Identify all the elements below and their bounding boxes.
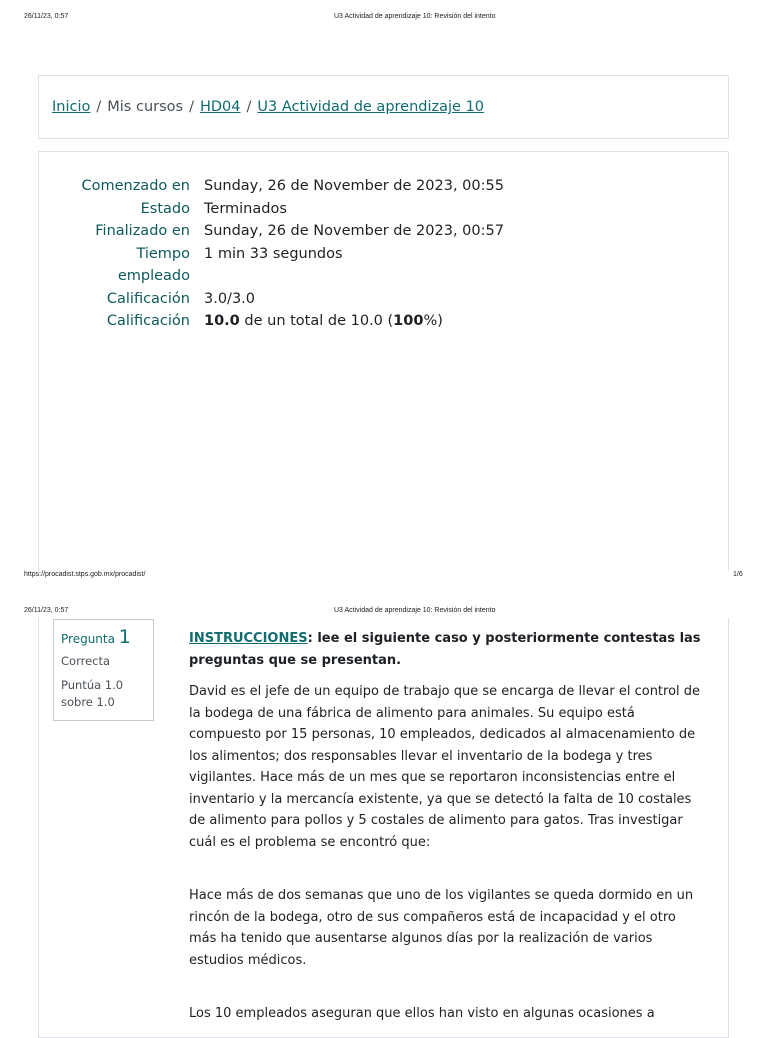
instructions-text: : lee el siguiente caso y posteriormente contestas las preguntas que se presentan.: [189, 631, 701, 668]
case-paragraph-1: David es el jefe de un equipo de trabajo que se encarga de llevar el control de la bodega de una fábrica de alimento para animales. Su equipo está compuesto por 15 personas, 10 empleados, dedicados al almacenamiento de los alimentos; dos responsables llevar el inventario de la bodega y tres vigilantes. Hace más de un mes que se reportaron inconsistencias entre el inventario y la mercancía existente, ya que se detectó la falta de 10 costales de alimento para pollos y 5 costales de alimento para gatos. Tras investigar cuál es el problema se encontró que:: [189, 684, 701, 850]
summary-row-time: [60, 243, 504, 288]
question-text: [189, 628, 701, 1035]
print-page-number: 1/6: [733, 571, 743, 578]
time-value: 1 min 33 segundos: [204, 245, 343, 262]
time-label: Tiempo empleado: [117, 245, 190, 284]
question-info: [53, 619, 154, 721]
question-number: [61, 626, 146, 648]
grade-value: [204, 310, 504, 333]
summary-row-state: [60, 198, 504, 221]
breadcrumb-courses: Mis cursos: [107, 99, 184, 115]
instructions-heading: INSTRUCCIONES: [189, 631, 308, 646]
marks-label: Calificación: [106, 290, 190, 307]
breadcrumb: [52, 99, 484, 115]
breadcrumb-separator: /: [189, 99, 194, 115]
grade-label: Calificación: [106, 313, 190, 329]
attempt-summary-table: [60, 175, 504, 333]
state-label: Estado: [140, 200, 190, 217]
state-value: Terminados: [204, 200, 287, 217]
attempt-summary: [60, 175, 504, 333]
question-state: Correcta: [61, 654, 111, 668]
started-value: Sunday, 26 de November de 2023, 00:55: [204, 178, 504, 194]
case-paragraph-3: Los 10 empleados aseguran que ellos han visto en algunas ocasiones a: [189, 1006, 655, 1021]
print-date: 26/11/23, 0:57: [24, 13, 69, 20]
finished-label: Finalizado en: [95, 223, 190, 239]
marks-value: 3.0/3.0: [204, 290, 256, 307]
summary-row-grade: [60, 310, 504, 333]
grade-score: 10.0: [204, 313, 240, 329]
summary-row-marks: [60, 288, 504, 311]
breadcrumb-separator: /: [246, 99, 252, 115]
finished-value: Sunday, 26 de November de 2023, 00:57: [204, 223, 504, 239]
question-label: Pregunta: [61, 632, 115, 646]
grade-percent: 100: [393, 313, 424, 329]
breadcrumb-separator: /: [96, 99, 102, 115]
question-number-value: 1: [118, 626, 131, 648]
breadcrumb-activity-link[interactable]: U3 Actividad de aprendizaje 10: [257, 99, 485, 115]
print-date: 26/11/23, 0:57: [24, 607, 69, 614]
print-title: U3 Actividad de aprendizaje 10: Revisión del intento: [334, 13, 496, 20]
grade-percent-close: %): [423, 313, 443, 329]
breadcrumb-course-link[interactable]: HD04: [199, 99, 241, 115]
summary-row-finished: [60, 220, 504, 243]
summary-row-started: [60, 175, 504, 198]
print-title: U3 Actividad de aprendizaje 10: Revisión del intento: [334, 607, 496, 614]
instructions: [189, 628, 701, 671]
started-label: Comenzado en: [81, 178, 190, 194]
case-paragraph-2: Hace más de dos semanas que uno de los vigilantes se queda dormido en un rincón de la bodega, otro de sus compañeros está de incapacidad y el otro más ha tenido que ausentarse algunos días por la realización de varios estudios médicos.: [189, 888, 694, 968]
breadcrumb-home-link[interactable]: Inicio: [52, 99, 91, 115]
print-url: https://procadist.stps.gob.mx/procadist/: [24, 571, 146, 578]
question-grade: Puntúa 1.0 sobre 1.0: [61, 678, 124, 709]
grade-total: de un total de 10.0 (: [239, 313, 394, 329]
